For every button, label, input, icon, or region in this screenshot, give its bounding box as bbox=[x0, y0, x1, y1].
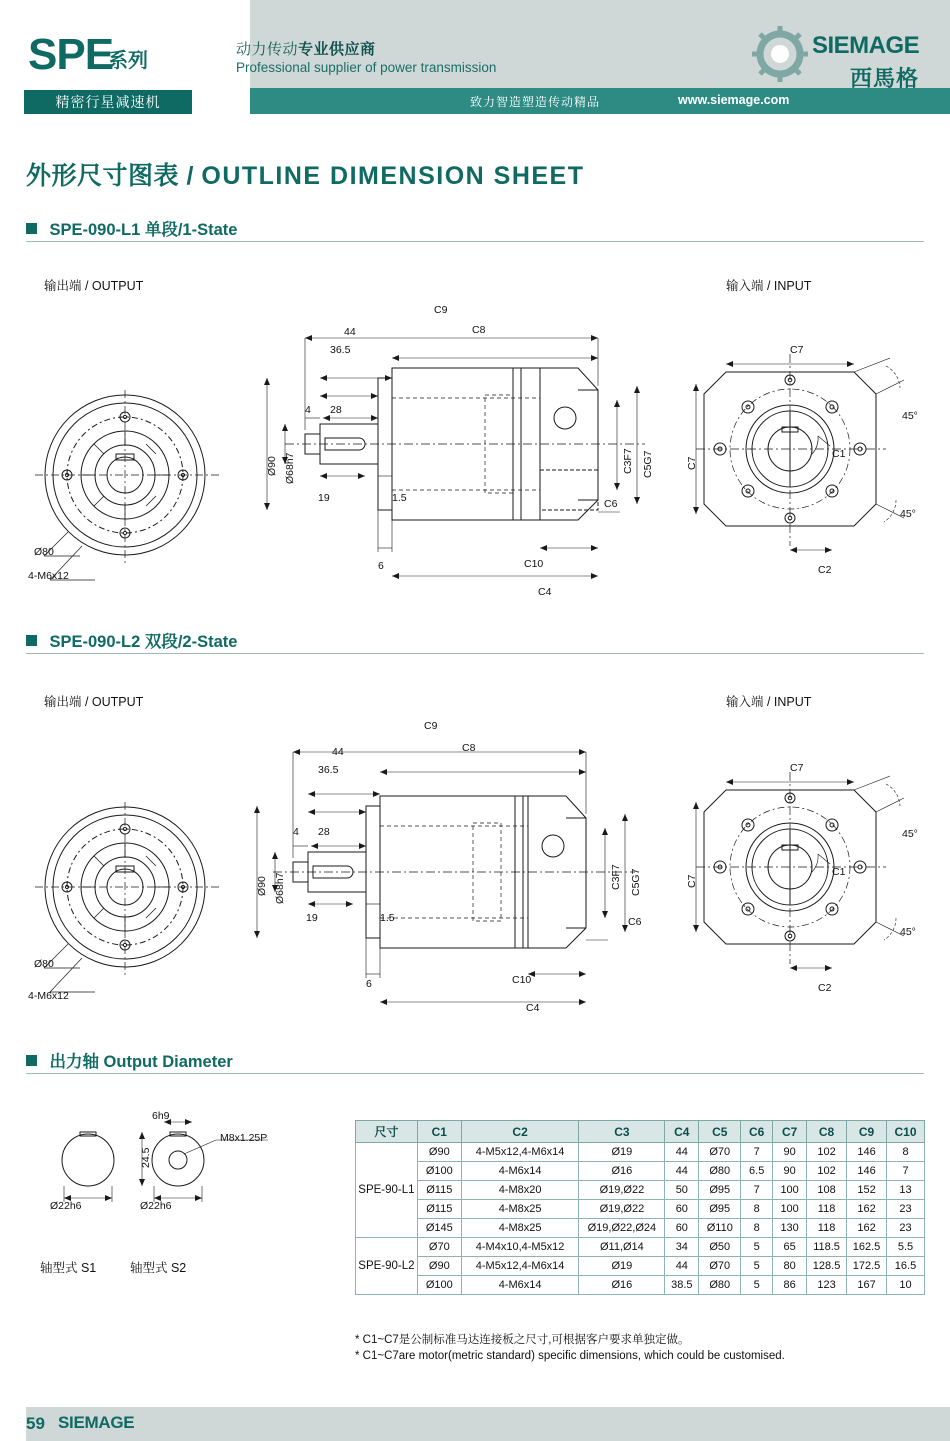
l2-dim-c3f7: C3F7 bbox=[610, 864, 622, 890]
table-row bbox=[356, 1219, 925, 1238]
cell: 23 bbox=[887, 1219, 925, 1238]
l1-dim-c1: C1 bbox=[832, 448, 846, 460]
cell: Ø80 bbox=[699, 1162, 741, 1181]
l2-input-view bbox=[690, 768, 930, 988]
cell: 167 bbox=[847, 1276, 887, 1295]
section-heading-l2 bbox=[26, 628, 924, 652]
section-3-model: 出力轴 bbox=[49, 1053, 99, 1071]
th-3: C3 bbox=[579, 1121, 665, 1143]
l2-dim-c9: C9 bbox=[424, 720, 438, 732]
shaft-s1-diameter: Ø22h6 bbox=[50, 1200, 82, 1212]
l2-dim-c10: C10 bbox=[512, 974, 532, 986]
section-2-model: SPE-090-L2 bbox=[49, 633, 141, 651]
shaft-s2-diameter: Ø22h6 bbox=[140, 1200, 172, 1212]
group-label-l2: SPE-90-L2 bbox=[356, 1238, 418, 1295]
l1-dim-c3f7: C3F7 bbox=[622, 448, 634, 474]
th-6: C6 bbox=[741, 1121, 773, 1143]
l1-output-label: 输出端 / OUTPUT bbox=[44, 279, 144, 293]
cell: Ø70 bbox=[417, 1238, 461, 1257]
l1-dim-d68h7: Ø68h7 bbox=[284, 452, 296, 484]
l1-output-front-view bbox=[20, 390, 240, 590]
l2-dim-19: 19 bbox=[306, 912, 318, 924]
l1-dim-c5g7: C5G7 bbox=[642, 450, 654, 478]
cell: 130 bbox=[773, 1219, 807, 1238]
cell: Ø95 bbox=[699, 1200, 741, 1219]
cell: 8 bbox=[741, 1219, 773, 1238]
cell: 44 bbox=[665, 1257, 699, 1276]
l2-dim-c2: C2 bbox=[818, 982, 832, 994]
th-5: C5 bbox=[699, 1121, 741, 1143]
logo-series: 系列 bbox=[108, 50, 148, 72]
bullet-square-icon bbox=[26, 1055, 37, 1066]
cell: 90 bbox=[773, 1143, 807, 1162]
th-2: C2 bbox=[461, 1121, 579, 1143]
cell: 16.5 bbox=[887, 1257, 925, 1276]
section-2-rule bbox=[26, 653, 924, 654]
cell: 146 bbox=[847, 1143, 887, 1162]
l1-dim-c4: C4 bbox=[538, 586, 552, 598]
l2-dim-c7-left: C7 bbox=[686, 874, 698, 888]
th-7: C7 bbox=[773, 1121, 807, 1143]
l2-dim-1_5: 1.5 bbox=[380, 912, 395, 924]
section-1-model: SPE-090-L1 bbox=[49, 221, 141, 239]
cell: Ø70 bbox=[699, 1257, 741, 1276]
l2-dim-36_5: 36.5 bbox=[318, 764, 339, 776]
l1-dim-44: 44 bbox=[344, 326, 356, 338]
cell: 123 bbox=[807, 1276, 847, 1295]
cell: 5.5 bbox=[887, 1238, 925, 1257]
cell: 118.5 bbox=[807, 1238, 847, 1257]
l2-dim-c1: C1 bbox=[832, 866, 846, 878]
cell: 162 bbox=[847, 1200, 887, 1219]
cell: Ø110 bbox=[699, 1219, 741, 1238]
l1-dim-36_5: 36.5 bbox=[330, 344, 351, 356]
l2-side-section-view bbox=[245, 716, 665, 1026]
cell: Ø19,Ø22 bbox=[579, 1200, 665, 1219]
table-row bbox=[356, 1162, 925, 1181]
shaft-key-width: 6h9 bbox=[152, 1110, 170, 1122]
l1-dim-c7-left: C7 bbox=[686, 456, 698, 470]
cell: Ø90 bbox=[417, 1143, 461, 1162]
cell: 7 bbox=[741, 1143, 773, 1162]
cell: 44 bbox=[665, 1162, 699, 1181]
cell: 172.5 bbox=[847, 1257, 887, 1276]
cell: 90 bbox=[773, 1162, 807, 1181]
cell: 10 bbox=[887, 1276, 925, 1295]
l1-dim-angle-1: 45° bbox=[902, 410, 918, 422]
cell: 118 bbox=[807, 1200, 847, 1219]
l2-dim-c5g7: C5G7 bbox=[630, 868, 642, 896]
table-row bbox=[356, 1200, 925, 1219]
l1-side-section-view bbox=[245, 300, 665, 610]
cell: 65 bbox=[773, 1238, 807, 1257]
l1-input-label: 输入端 / INPUT bbox=[726, 279, 812, 293]
dimension-table-wrapper bbox=[355, 1120, 925, 1295]
section-3-subtitle: Output Diameter bbox=[103, 1053, 233, 1071]
cell: 4-M4x10,4-M5x12 bbox=[461, 1238, 579, 1257]
cell: Ø11,Ø14 bbox=[579, 1238, 665, 1257]
l2-dim-c7-top: C7 bbox=[790, 762, 804, 774]
cell: Ø19,Ø22 bbox=[579, 1181, 665, 1200]
section-heading-output-diameter bbox=[26, 1048, 924, 1072]
cell: Ø50 bbox=[699, 1238, 741, 1257]
cell: 44 bbox=[665, 1143, 699, 1162]
l1-dim-c9: C9 bbox=[434, 304, 448, 316]
l1-dim-4: 4 bbox=[305, 404, 311, 416]
cell: Ø19,Ø22,Ø24 bbox=[579, 1219, 665, 1238]
table-row bbox=[356, 1181, 925, 1200]
section-1-rule bbox=[26, 241, 924, 242]
l2-dim-c4: C4 bbox=[526, 1002, 540, 1014]
cell: 4-M8x25 bbox=[461, 1200, 579, 1219]
cell: 38.5 bbox=[665, 1276, 699, 1295]
cell: Ø100 bbox=[417, 1276, 461, 1295]
page-title-cn: 外形尺寸图表 bbox=[26, 162, 180, 190]
l2-output-label: 输出端 / OUTPUT bbox=[44, 695, 144, 709]
bullet-square-icon bbox=[26, 223, 37, 234]
table-row bbox=[356, 1238, 925, 1257]
cell: 7 bbox=[741, 1181, 773, 1200]
table-note-cn: * C1~C7是公制标准马达连接板之尺寸,可根据客户要求单独定做。 bbox=[355, 1334, 690, 1346]
cell: Ø100 bbox=[417, 1162, 461, 1181]
cell: 13 bbox=[887, 1181, 925, 1200]
l2-input-label: 输入端 / INPUT bbox=[726, 695, 812, 709]
table-note-en: * C1~C7are motor(metric standard) specific dimensions, which could be customised. bbox=[355, 1350, 785, 1362]
logo-spe: SPE bbox=[28, 30, 114, 79]
cell: 7 bbox=[887, 1162, 925, 1181]
l1-dim-bolt: 4-M6x12 bbox=[28, 570, 69, 582]
cell: Ø80 bbox=[699, 1276, 741, 1295]
page-header bbox=[0, 0, 950, 128]
cell: 100 bbox=[773, 1200, 807, 1219]
cell: Ø115 bbox=[417, 1200, 461, 1219]
section-heading-l1 bbox=[26, 216, 924, 240]
l2-dim-44: 44 bbox=[332, 746, 344, 758]
table-notes bbox=[355, 1332, 785, 1364]
cell: 128.5 bbox=[807, 1257, 847, 1276]
header-tagline-cn bbox=[236, 38, 376, 59]
l2-dim-d68h7: Ø68h7 bbox=[274, 872, 286, 904]
cell: 102 bbox=[807, 1143, 847, 1162]
cell: Ø90 bbox=[417, 1257, 461, 1276]
group-label-l1: SPE-90-L1 bbox=[356, 1143, 418, 1238]
header-url[interactable]: www.siemage.com bbox=[678, 93, 790, 107]
th-9: C9 bbox=[847, 1121, 887, 1143]
l2-dim-d80: Ø80 bbox=[34, 958, 54, 970]
l2-output-front-view bbox=[20, 802, 240, 1002]
cell: 50 bbox=[665, 1181, 699, 1200]
l1-dim-c6: C6 bbox=[604, 498, 618, 510]
l2-dim-bolt: 4-M6x12 bbox=[28, 990, 69, 1002]
dimension-table bbox=[355, 1120, 925, 1295]
th-4: C4 bbox=[665, 1121, 699, 1143]
cell: 5 bbox=[741, 1238, 773, 1257]
cell: 8 bbox=[741, 1200, 773, 1219]
th-10: C10 bbox=[887, 1121, 925, 1143]
cell: Ø16 bbox=[579, 1162, 665, 1181]
brand-logo bbox=[750, 20, 936, 96]
l2-dim-6: 6 bbox=[366, 978, 372, 990]
section-1-subtitle: 单段/1-State bbox=[144, 221, 238, 239]
cell: 4-M5x12,4-M6x14 bbox=[461, 1143, 579, 1162]
table-header-row bbox=[356, 1121, 925, 1143]
l1-dim-c10: C10 bbox=[524, 558, 544, 570]
cell: 4-M8x20 bbox=[461, 1181, 579, 1200]
cell: 6.5 bbox=[741, 1162, 773, 1181]
table-row bbox=[356, 1143, 925, 1162]
bullet-square-icon bbox=[26, 635, 37, 646]
footer-wedge bbox=[0, 1407, 26, 1441]
cell: 34 bbox=[665, 1238, 699, 1257]
cell: Ø115 bbox=[417, 1181, 461, 1200]
cell: Ø16 bbox=[579, 1276, 665, 1295]
logo-subtitle: 精密行星减速机 bbox=[24, 90, 192, 114]
l2-dim-angle-2: 45° bbox=[900, 926, 916, 938]
tagline-cn-2: 专业供应商 bbox=[298, 41, 376, 58]
cell: Ø19 bbox=[579, 1257, 665, 1276]
cell: 4-M5x12,4-M6x14 bbox=[461, 1257, 579, 1276]
page-number: 59 bbox=[26, 1414, 45, 1433]
l2-dim-c6: C6 bbox=[628, 916, 642, 928]
cell: 4-M6x14 bbox=[461, 1276, 579, 1295]
page-title-en: OUTLINE DIMENSION SHEET bbox=[201, 162, 585, 190]
th-8: C8 bbox=[807, 1121, 847, 1143]
header-slogan: 致力智造塑造传动精品 bbox=[470, 95, 601, 109]
cell: 5 bbox=[741, 1276, 773, 1295]
cell: Ø19 bbox=[579, 1143, 665, 1162]
l2-dim-28: 28 bbox=[318, 826, 330, 838]
l1-dim-d90: Ø90 bbox=[266, 456, 278, 476]
section-3-rule bbox=[26, 1073, 924, 1074]
page-title-sep: / bbox=[186, 162, 194, 190]
cell: 152 bbox=[847, 1181, 887, 1200]
l2-dim-c8: C8 bbox=[462, 742, 476, 754]
table-row bbox=[356, 1257, 925, 1276]
table-row bbox=[356, 1276, 925, 1295]
cell: Ø145 bbox=[417, 1219, 461, 1238]
cell: 162 bbox=[847, 1219, 887, 1238]
cell: 60 bbox=[665, 1219, 699, 1238]
cell: 8 bbox=[887, 1143, 925, 1162]
l1-dim-c7-top: C7 bbox=[790, 344, 804, 356]
l2-dim-4: 4 bbox=[293, 826, 299, 838]
l1-input-view bbox=[690, 350, 930, 570]
l1-dim-28: 28 bbox=[330, 404, 342, 416]
page-title bbox=[26, 156, 585, 192]
cell: 108 bbox=[807, 1181, 847, 1200]
l1-dim-d80: Ø80 bbox=[34, 546, 54, 558]
brand-name-en: SIEMAGE bbox=[812, 32, 920, 59]
cell: 100 bbox=[773, 1181, 807, 1200]
cell: 5 bbox=[741, 1257, 773, 1276]
l2-dim-d90: Ø90 bbox=[256, 876, 268, 896]
cell: 80 bbox=[773, 1257, 807, 1276]
cell: 60 bbox=[665, 1200, 699, 1219]
cell: 86 bbox=[773, 1276, 807, 1295]
th-1: C1 bbox=[417, 1121, 461, 1143]
l2-dim-angle-1: 45° bbox=[902, 828, 918, 840]
cell: 23 bbox=[887, 1200, 925, 1219]
cell: Ø95 bbox=[699, 1181, 741, 1200]
cell: 102 bbox=[807, 1162, 847, 1181]
l1-dim-1_5: 1.5 bbox=[392, 492, 407, 504]
l1-dim-c2: C2 bbox=[818, 564, 832, 576]
brand-name-cn: 西馬格 bbox=[850, 66, 920, 91]
shaft-height: 24.5 bbox=[140, 1147, 152, 1168]
shaft-thread: M8x1.25P bbox=[220, 1132, 268, 1144]
footer-brand: SIEMAGE bbox=[58, 1413, 135, 1432]
cell: 4-M8x25 bbox=[461, 1219, 579, 1238]
cell: 4-M6x14 bbox=[461, 1162, 579, 1181]
header-tagline-en: Professional supplier of power transmission bbox=[236, 60, 497, 75]
footer-band bbox=[0, 1407, 950, 1441]
shaft-s2-caption: 轴型式 S2 bbox=[130, 1261, 187, 1275]
l1-dim-19: 19 bbox=[318, 492, 330, 504]
cell: Ø70 bbox=[699, 1143, 741, 1162]
th-0: 尺寸 bbox=[356, 1121, 418, 1143]
section-2-subtitle: 双段/2-State bbox=[144, 633, 238, 651]
cell: 146 bbox=[847, 1162, 887, 1181]
l1-dim-c8: C8 bbox=[472, 324, 486, 336]
gear-icon bbox=[750, 24, 810, 84]
l1-dim-6: 6 bbox=[378, 560, 384, 572]
shaft-s1-caption: 轴型式 S1 bbox=[40, 1261, 97, 1275]
l1-dim-angle-2: 45° bbox=[900, 508, 916, 520]
cell: 162.5 bbox=[847, 1238, 887, 1257]
cell: 118 bbox=[807, 1219, 847, 1238]
tagline-cn-1: 动力传动 bbox=[236, 41, 299, 58]
